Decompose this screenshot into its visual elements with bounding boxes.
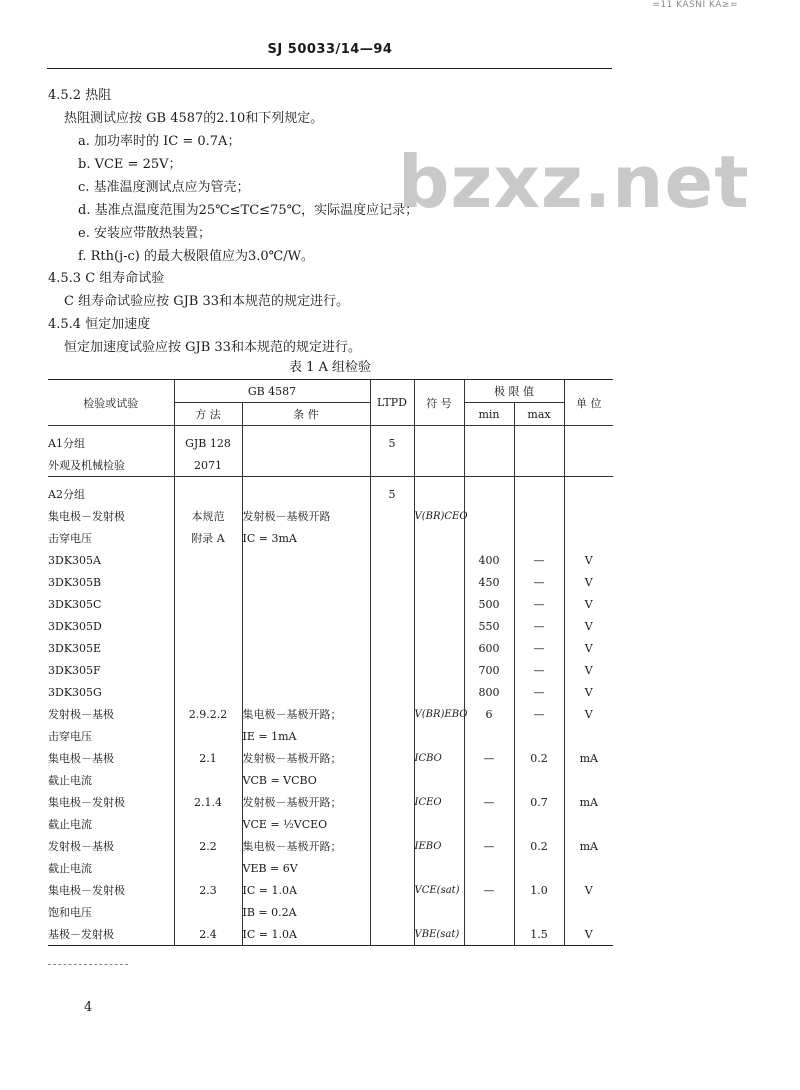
row-min: —	[464, 835, 514, 857]
item-a: a. 加功率时的 IC = 0.7A；	[78, 134, 241, 149]
row-min	[464, 857, 514, 879]
row-method	[174, 769, 242, 791]
row-condition: VCE = ½VCEO	[242, 813, 370, 835]
row-symbol	[414, 571, 464, 593]
row-symbol	[414, 637, 464, 659]
row-symbol	[414, 549, 464, 571]
section-4-5-3-title: 4.5.3 C 组寿命试验	[48, 271, 165, 286]
row-method: 2.1	[174, 747, 242, 769]
row-method: 2.9.2.2	[174, 703, 242, 725]
header-conditions: 条 件	[242, 403, 370, 426]
row-max: —	[514, 681, 564, 703]
table-row	[48, 593, 613, 615]
row-max	[514, 857, 564, 879]
row-item: 3DK305E	[48, 637, 174, 659]
table-row	[48, 901, 613, 923]
item-f: f. Rth(j-c) 的最大极限值应为3.0℃/W。	[78, 249, 314, 264]
header-max: max	[514, 403, 564, 426]
row-item: 发射极－基极	[48, 703, 174, 725]
table-row	[48, 637, 613, 659]
row-ltpd: 5	[370, 426, 414, 455]
row-unit	[564, 454, 613, 477]
table-row	[48, 571, 613, 593]
row-min: 600	[464, 637, 514, 659]
row-item: 3DK305B	[48, 571, 174, 593]
row-max	[514, 725, 564, 747]
row-min	[464, 923, 514, 946]
row-min: —	[464, 879, 514, 901]
row-method	[174, 725, 242, 747]
row-unit: mA	[564, 747, 613, 769]
row-ltpd	[370, 681, 414, 703]
row-condition	[242, 593, 370, 615]
section-4-5-4-text: 恒定加速度试验应按 GJB 33和本规范的规定进行。	[64, 340, 361, 355]
row-method	[174, 571, 242, 593]
header-limits: 极 限 值	[464, 380, 564, 403]
row-unit	[564, 769, 613, 791]
row-ltpd	[370, 593, 414, 615]
row-method: 2.4	[174, 923, 242, 946]
row-method	[174, 681, 242, 703]
row-method	[174, 901, 242, 923]
row-condition	[242, 571, 370, 593]
table-row	[48, 527, 613, 549]
row-min	[464, 527, 514, 549]
row-symbol	[414, 769, 464, 791]
row-unit	[564, 426, 613, 455]
row-ltpd	[370, 527, 414, 549]
row-symbol: V(BR)EBO	[414, 703, 464, 725]
row-symbol: IEBO	[414, 835, 464, 857]
table-row	[48, 477, 613, 506]
row-unit: V	[564, 571, 613, 593]
row-condition: 发射极－基极开路；	[242, 791, 370, 813]
row-condition	[242, 615, 370, 637]
table-caption: 表 1 A 组检验	[288, 360, 372, 375]
row-symbol	[414, 527, 464, 549]
row-min	[464, 725, 514, 747]
row-symbol	[414, 813, 464, 835]
row-symbol	[414, 593, 464, 615]
row-method	[174, 659, 242, 681]
table-row	[48, 813, 613, 835]
row-method: 2071	[174, 454, 242, 477]
row-ltpd	[370, 571, 414, 593]
row-ltpd	[370, 747, 414, 769]
row-unit	[564, 505, 613, 527]
table-row	[48, 747, 613, 769]
row-ltpd	[370, 703, 414, 725]
row-method	[174, 477, 242, 506]
row-symbol	[414, 426, 464, 455]
header-unit: 单 位	[564, 380, 613, 426]
row-condition	[242, 454, 370, 477]
row-max: 0.2	[514, 747, 564, 769]
row-unit	[564, 857, 613, 879]
table-row	[48, 835, 613, 857]
row-unit: V	[564, 593, 613, 615]
row-item: 截止电流	[48, 857, 174, 879]
row-symbol	[414, 659, 464, 681]
table-row	[48, 659, 613, 681]
row-ltpd	[370, 659, 414, 681]
row-method: 2.3	[174, 879, 242, 901]
row-unit: V	[564, 879, 613, 901]
row-ltpd	[370, 769, 414, 791]
row-max	[514, 769, 564, 791]
row-max	[514, 426, 564, 455]
header-inspection: 检验或试验	[48, 380, 174, 426]
row-method	[174, 857, 242, 879]
row-condition: IC = 1.0A	[242, 879, 370, 901]
row-min	[464, 813, 514, 835]
section-4-5-2-intro: 热阻测试应按 GB 4587的2.10和下列规定。	[64, 111, 324, 126]
row-symbol	[414, 615, 464, 637]
row-max	[514, 813, 564, 835]
header-symbol: 符 号	[414, 380, 464, 426]
row-ltpd	[370, 835, 414, 857]
row-max: —	[514, 571, 564, 593]
row-condition	[242, 426, 370, 455]
page-number: 4	[84, 1000, 93, 1015]
header-method: 方 法	[174, 403, 242, 426]
row-unit: V	[564, 681, 613, 703]
row-max: —	[514, 703, 564, 725]
row-item: 击穿电压	[48, 527, 174, 549]
row-min	[464, 505, 514, 527]
row-min: 700	[464, 659, 514, 681]
row-unit	[564, 725, 613, 747]
row-min	[464, 769, 514, 791]
document-number: SJ 50033/14—94	[267, 42, 393, 57]
table-row	[48, 725, 613, 747]
table-row	[48, 505, 613, 527]
row-item: 集电极－发射极	[48, 879, 174, 901]
table-row	[48, 426, 613, 455]
row-condition	[242, 659, 370, 681]
row-condition: 发射极－基极开路；	[242, 747, 370, 769]
row-item: 外观及机械检验	[48, 454, 174, 477]
row-max: —	[514, 549, 564, 571]
row-symbol: V(BR)CEO	[414, 505, 464, 527]
row-min: —	[464, 747, 514, 769]
row-item: 基极－发射极	[48, 923, 174, 946]
row-ltpd	[370, 901, 414, 923]
header-min: min	[464, 403, 514, 426]
header-gb4587: GB 4587	[174, 380, 370, 403]
item-b: b. VCE = 25V；	[78, 157, 182, 172]
row-condition	[242, 477, 370, 506]
row-unit: V	[564, 615, 613, 637]
item-c: c. 基准温度测试点应为管壳；	[78, 180, 250, 195]
row-item: 击穿电压	[48, 725, 174, 747]
row-condition: VEB = 6V	[242, 857, 370, 879]
row-method: 本规范	[174, 505, 242, 527]
corner-mark: =11 KASNI KA≥=	[652, 0, 738, 10]
row-item: 截止电流	[48, 769, 174, 791]
row-min	[464, 901, 514, 923]
row-method	[174, 813, 242, 835]
row-symbol: ICBO	[414, 747, 464, 769]
row-ltpd: 5	[370, 477, 414, 506]
row-ltpd	[370, 637, 414, 659]
row-symbol: VBE(sat)	[414, 923, 464, 946]
row-max: —	[514, 593, 564, 615]
row-symbol	[414, 857, 464, 879]
table-body	[48, 426, 613, 946]
row-max: 0.2	[514, 835, 564, 857]
row-condition	[242, 549, 370, 571]
row-item: 3DK305G	[48, 681, 174, 703]
row-ltpd	[370, 857, 414, 879]
row-item: A1分组	[48, 426, 174, 455]
row-unit: mA	[564, 791, 613, 813]
row-unit: V	[564, 703, 613, 725]
table-row	[48, 615, 613, 637]
row-condition: IC = 3mA	[242, 527, 370, 549]
table-row	[48, 857, 613, 879]
row-min: 6	[464, 703, 514, 725]
row-condition	[242, 681, 370, 703]
row-item: 截止电流	[48, 813, 174, 835]
row-method: 2.2	[174, 835, 242, 857]
row-method: 附录 A	[174, 527, 242, 549]
row-method	[174, 615, 242, 637]
row-symbol	[414, 454, 464, 477]
header-rule	[47, 68, 612, 69]
section-4-5-3-text: C 组寿命试验应按 GJB 33和本规范的规定进行。	[64, 294, 350, 309]
row-min	[464, 426, 514, 455]
row-ltpd	[370, 813, 414, 835]
section-4-5-4-title: 4.5.4 恒定加速度	[48, 317, 151, 332]
header-ltpd: LTPD	[370, 380, 414, 426]
row-method: GJB 128	[174, 426, 242, 455]
row-symbol: VCE(sat)	[414, 879, 464, 901]
row-item: 饱和电压	[48, 901, 174, 923]
row-unit: V	[564, 637, 613, 659]
row-ltpd	[370, 505, 414, 527]
row-min: 450	[464, 571, 514, 593]
row-condition: 发射极－基极开路	[242, 505, 370, 527]
row-min: 800	[464, 681, 514, 703]
row-condition: 集电极－基极开路；	[242, 835, 370, 857]
row-item: 3DK305D	[48, 615, 174, 637]
row-max: —	[514, 659, 564, 681]
row-max	[514, 505, 564, 527]
row-ltpd	[370, 725, 414, 747]
row-method	[174, 593, 242, 615]
row-condition: VCB = VCBO	[242, 769, 370, 791]
row-condition: IB = 0.2A	[242, 901, 370, 923]
table-row	[48, 769, 613, 791]
row-max	[514, 454, 564, 477]
row-unit	[564, 901, 613, 923]
row-max	[514, 477, 564, 506]
row-item: 集电极－发射极	[48, 791, 174, 813]
row-unit	[564, 813, 613, 835]
row-condition: 集电极－基极开路；	[242, 703, 370, 725]
table-row	[48, 791, 613, 813]
row-min: —	[464, 791, 514, 813]
row-symbol: ICEO	[414, 791, 464, 813]
row-symbol	[414, 681, 464, 703]
row-item: 发射极－基极	[48, 835, 174, 857]
row-min: 400	[464, 549, 514, 571]
table-row	[48, 923, 613, 946]
footer-rule	[48, 964, 128, 965]
row-item: 集电极－发射极	[48, 505, 174, 527]
row-unit	[564, 527, 613, 549]
row-method	[174, 549, 242, 571]
row-method: 2.1.4	[174, 791, 242, 813]
row-max	[514, 901, 564, 923]
row-max: 1.5	[514, 923, 564, 946]
row-symbol	[414, 901, 464, 923]
row-max	[514, 527, 564, 549]
watermark: bzxz.net	[398, 140, 750, 224]
table-row	[48, 454, 613, 477]
row-symbol	[414, 477, 464, 506]
row-condition	[242, 637, 370, 659]
row-unit: V	[564, 659, 613, 681]
row-ltpd	[370, 615, 414, 637]
row-unit: mA	[564, 835, 613, 857]
row-min	[464, 454, 514, 477]
row-max: —	[514, 615, 564, 637]
row-max: —	[514, 637, 564, 659]
item-e: e. 安装应带散热装置；	[78, 226, 211, 241]
row-method	[174, 637, 242, 659]
row-condition: IC = 1.0A	[242, 923, 370, 946]
row-max: 1.0	[514, 879, 564, 901]
table-row	[48, 549, 613, 571]
row-unit: V	[564, 549, 613, 571]
row-unit: V	[564, 923, 613, 946]
row-min: 550	[464, 615, 514, 637]
table-row	[48, 879, 613, 901]
row-item: 3DK305A	[48, 549, 174, 571]
row-ltpd	[370, 791, 414, 813]
section-4-5-2-title: 4.5.2 热阻	[48, 88, 112, 103]
row-item: 3DK305C	[48, 593, 174, 615]
table-row	[48, 681, 613, 703]
row-ltpd	[370, 923, 414, 946]
row-item: 集电极－基极	[48, 747, 174, 769]
table-row	[48, 703, 613, 725]
row-max: 0.7	[514, 791, 564, 813]
row-item: A2分组	[48, 477, 174, 506]
row-unit	[564, 477, 613, 506]
row-min	[464, 477, 514, 506]
row-min: 500	[464, 593, 514, 615]
row-condition: IE = 1mA	[242, 725, 370, 747]
row-ltpd	[370, 879, 414, 901]
row-ltpd	[370, 454, 414, 477]
row-ltpd	[370, 549, 414, 571]
item-d: d. 基准点温度范围为25℃≤TC≤75℃，实际温度应记录；	[78, 203, 419, 218]
row-item: 3DK305F	[48, 659, 174, 681]
row-symbol	[414, 725, 464, 747]
group-a-inspection-table	[48, 379, 613, 946]
